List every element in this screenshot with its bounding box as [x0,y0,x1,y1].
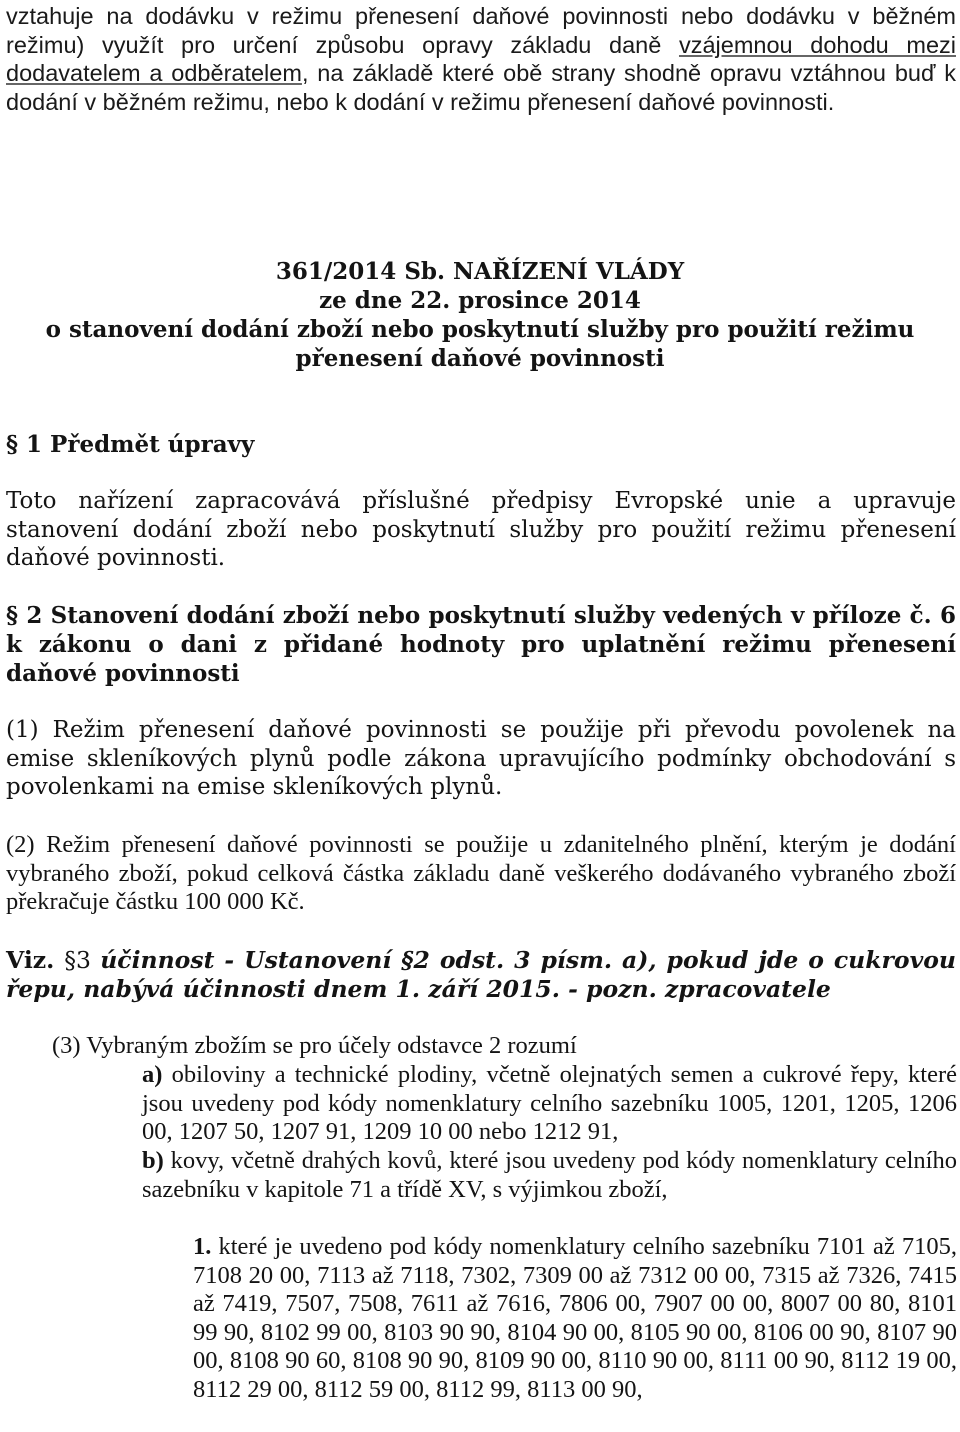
intro-underlined-phrase: vzájemnou dohodu mezi dodavatelem a odběratelem [6,31,956,86]
list-item-b-text: kovy, včetně drahých kovů, které jsou uvedeny pod kódy nomenklatury celního sazebníku v kapitole 71 a třídě XV, s výjimkou zboží, [142,1147,957,1203]
regulation-subject-line1: o stanovení dodání zboží nebo poskytnutí služby pro použití režimu [45,316,915,343]
note-text-b: 2 odst. 3 písm. a), pokud jde o cukrovou řepu, nabývá účinnosti dnem 1. září 2015. - pozn. zpracovatele [6,946,956,1003]
regulation-title [0,257,960,373]
intro-text-b: , na základě které obě strany shodně opravu vztáhnou buď k dodání v běžném režimu, nebo k dodání v režimu přenesení daňové povinnosti. [6,60,956,115]
list-item-a [142,1061,957,1147]
intro-text-a: vztahuje na dodávku v režimu přenesení daňové povinnosti nebo dodávku v běžném režimu) využít pro určení způsobu opravy základu daně [6,3,956,58]
section-2-heading [6,601,956,688]
list-item-a-text: obiloviny a technické plodiny, včetně olejnatých semen a cukrové řepy, které jsou uvedeny pod kódy nomenklatury celního sazebníku 1005, 1201, 1205, 1206 00, 1207 50, 1207 91, 1209 10 00 nebo 1212 91, [142,1061,957,1145]
section-sign: § [6,431,19,458]
list-item-b [142,1147,957,1204]
note-text-a: účinnost - Ustanovení [100,946,402,974]
intro-paragraph [6,2,956,116]
section-2-title: 2 Stanovení dodání zboží nebo poskytnutí služby vedených v příloze č. 6 k zákonu o dani z přidané hodnoty pro uplatnění režimu přenesení daňové povinnosti [6,602,956,687]
section-sign: § [6,602,19,629]
note-viz: Viz. [6,946,65,974]
section-2-paragraph-1: (1) Režim přenesení daňové povinnosti se použije při převodu povolenek na emise skleníkových plynů podle zákona upravujícího podmínky obchodování s povolenkami na emise skleníkových plynů. [6,717,956,800]
list-subitem-1-text: které je uvedeno pod kódy nomenklatury celního sazebníku 7101 až 7105, 7108 20 00, 7113 až 7118, 7302, 7309 00 až 7312 00 00, 7315 až 7326, 7415 až 7419, 7507, 7508, 7611 až 7616, 7806 00, 7907 00 00, 8007 00 80, 8101 99 90, 8102 99 00, 8103 90 90, 8104 90 00, 8105 90 00, 8106 00 90, 8107 90 00, 8108 90 60, 8108 90 90, 8109 90 00, 8110 90 00, 8111 00 90, 8112 19 00, 8112 29 00, 8112 59 00, 8112 99, 8113 00 90, [193,1233,957,1403]
section-1-heading [6,430,956,459]
section-sign: § [401,946,414,974]
list-item-a-label: a) [142,1061,163,1088]
regulation-number: 361/2014 Sb. NAŘÍZENÍ VLÁDY [275,258,685,285]
list-item-b-label: b) [142,1147,164,1174]
regulation-date: ze dne 22. prosince 2014 [319,287,641,314]
list-subitem-1-label: 1. [193,1233,212,1260]
section-2-paragraph-3-intro: (3) Vybraným zbožím se pro účely odstavce 2 rozumí [52,1032,577,1059]
section-2-paragraph-2: (2) Režim přenesení daňové povinnosti se použije u zdanitelného plnění, kterým je dodání vybraného zboží, pokud celková částka základu daně veškerého dodávaného vybraného zboží překračuje částku 100 000 Kč. [6,831,956,915]
section-1-title: 1 Předmět úpravy [18,431,255,458]
section-1-body: Toto nařízení zapracovává příslušné předpisy Evropské unie a upravuje stanovení dodání zboží nebo poskytnutí služby pro použití režimu přenesení daňové povinnosti. [6,488,956,571]
list-subitem-1 [193,1233,957,1404]
regulation-subject-line2: přenesení daňové povinnosti [295,345,665,372]
section-sign: § [64,946,76,974]
note-section-number: 3 [75,946,101,974]
editor-note [6,946,956,1004]
